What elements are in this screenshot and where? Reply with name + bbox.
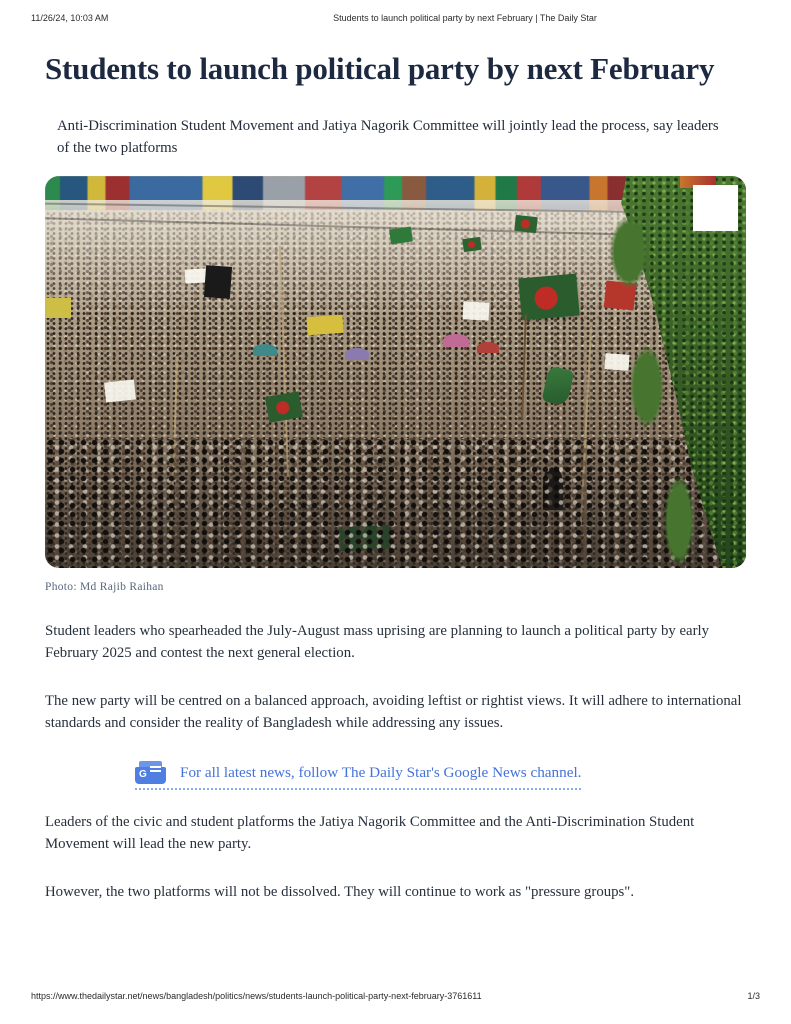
print-datetime: 11/26/24, 10:03 AM <box>31 13 109 23</box>
foreground-crowd <box>45 438 746 568</box>
photo-caption: Photo: Md Rajib Raihan <box>45 581 164 593</box>
yellow-banner <box>45 298 71 318</box>
google-news-promo <box>135 761 746 790</box>
umbrella <box>253 344 277 356</box>
google-news-link[interactable]: For all latest news, follow The Daily Star's Google News channel. <box>180 763 582 781</box>
white-placard <box>463 301 490 320</box>
print-footer <box>31 991 760 1003</box>
article-photo <box>45 176 746 568</box>
white-placard <box>185 268 208 283</box>
article-figure <box>45 176 746 593</box>
article <box>45 47 746 931</box>
article-title: Students to launch political party by next February <box>45 51 715 86</box>
print-doc-title: Students to launch political party by next February | The Daily Star <box>333 13 597 23</box>
tree-foliage <box>630 346 664 428</box>
print-url: https://www.thedailystar.net/news/bangladesh/politics/news/students-launch-political-party-next-february-3761611 <box>31 991 482 1001</box>
white-placard <box>604 353 629 371</box>
tree-foliage <box>610 216 648 288</box>
paragraph-3: Leaders of the civic and student platforms the Jatiya Nagorik Committee and the Anti-Discrimination Student Movement will lead the new party. <box>45 814 695 852</box>
black-banner <box>204 265 232 299</box>
paragraph-4: However, the two platforms will not be dissolved. They will continue to work as "pressure groups". <box>45 884 635 900</box>
yellow-banner <box>306 315 343 335</box>
bangladesh-flag <box>462 237 482 252</box>
paragraph-1: Student leaders who spearheaded the July-August mass uprising are planning to launch a political party by early February 2025 and contest the next general election. <box>45 623 710 661</box>
umbrella <box>345 348 369 360</box>
article-subtitle: Anti-Discrimination Student Movement and Jatiya Nagorik Committee will jointly lead the process, say leaders of the two platforms <box>57 118 719 156</box>
white-placard <box>104 379 136 402</box>
umbrella <box>443 334 469 347</box>
print-header <box>31 13 760 25</box>
green-flag <box>389 227 413 245</box>
print-page-number: 1/3 <box>747 991 760 1001</box>
bangladesh-flag <box>518 274 579 321</box>
bangladesh-flag <box>514 215 538 233</box>
google-news-icon <box>135 761 166 784</box>
blocked-overlay-box <box>693 185 738 231</box>
tree-foliage <box>664 476 694 566</box>
paragraph-2: The new party will be centred on a balanced approach, avoiding leftist or rightist views. It will adhere to international standards and consider the reality of Bangladesh while addressing any issues. <box>45 693 742 731</box>
umbrella <box>477 342 499 353</box>
